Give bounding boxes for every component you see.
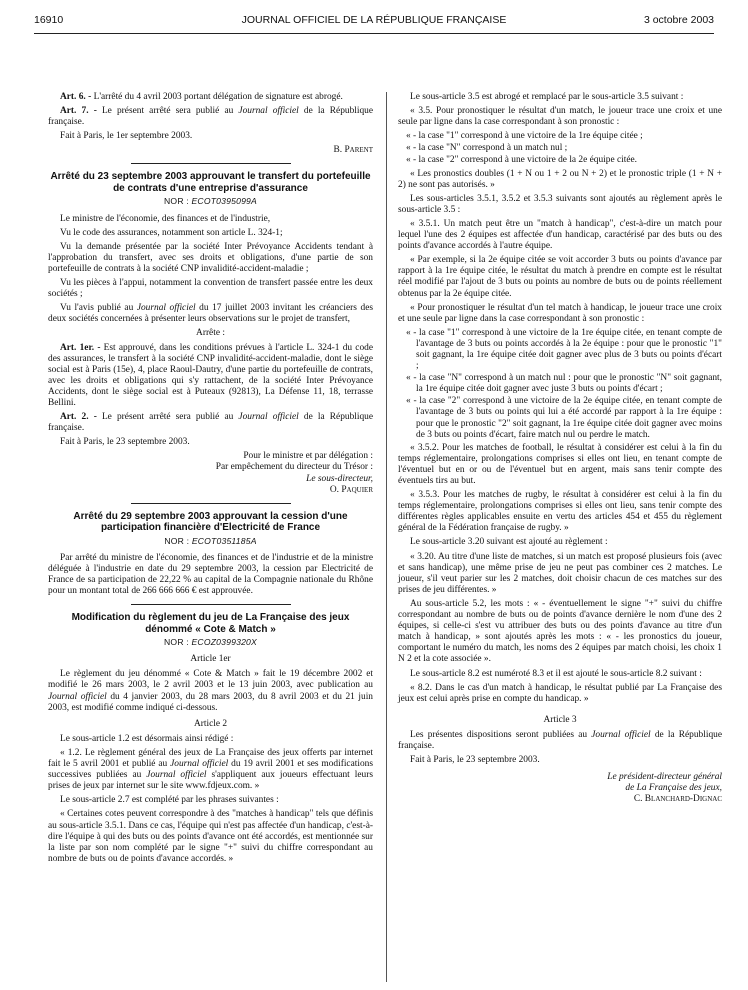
header-rule — [34, 33, 714, 34]
issue-date: 3 octobre 2003 — [643, 14, 714, 26]
title-transfert: Arrêté du 23 septembre 2003 approuvant le transfert du portefeuille de contrats d'une entreprise d'assurance — [50, 171, 371, 194]
para: « 3.5.3. Pour les matches de rugby, le résultat à considérer est celui à la fin du temps réglementaire, prolongations comprises si elles ont lieu, sans tenir compte des différentes règles applicables ensuite en vertu des articles 454 et 455 du règlement général de la Fédération française de rugby. » — [398, 490, 722, 534]
list-item: « - la case "2" correspond à une victoire de la 2e équipe citée. — [406, 155, 637, 166]
para: Le sous-article 1.2 est désormais ainsi rédigé : — [60, 733, 234, 744]
para: Par arrêté du ministre de l'économie, des finances et de l'industrie et de la ministre déléguée à l'industrie en date du 29 septembre 2003, la cession par Electricité de France de sa participation de 22,22 % au capital de la Compagnie nationale du Rhône pour un montant total de 266 666 666 € est approuvée. — [48, 552, 373, 597]
nor-1: NOR : ECOT0395099A — [164, 196, 257, 207]
article-1-heading: Article 1er — [190, 654, 231, 665]
para: « 3.5. Pour pronostiquer le résultat d'un match, le joueur trace une croix et une seule par ligne dans la case correspondant à son pronostic : — [398, 106, 722, 128]
section-separator — [131, 503, 291, 504]
arrete-label: Arrête : — [196, 328, 225, 339]
pronostic-list — [398, 131, 722, 166]
art2: Art. 2. - Le présent arrêté sera publié au Journal officiel de la République française. — [48, 412, 373, 434]
list-item: « - la case "1" correspond à une victoire de la 1re équipe citée, en tenant compte de l'avantage de 3 buts ou points accordés à la 2e équipe : pour que le pronostic "1" soit gagnant, la 1re équipe citée doit gagner avec plus de 3 buts ou points d'écart ; — [406, 327, 722, 372]
fait-3: Fait à Paris, le 23 septembre 2003. — [410, 755, 540, 766]
list-item: « - la case "1" correspond à une victoire de la 1re équipe citée ; — [406, 131, 643, 142]
para: Le ministre de l'économie, des finances et de l'industrie, — [60, 213, 271, 224]
para: Le sous-article 8.2 est numéroté 8.3 et il est ajouté le sous-article 8.2 suivant : — [410, 668, 702, 679]
handicap-list — [398, 328, 722, 441]
para: « Certaines cotes peuvent correspondre à des "matches à handicap" tels que définis au sous-article 3.5.1. Dans ce cas, l'équipe qui n'est pas affectée d'un handicap, c'est-à-dire l'équipe à qui des buts ou des points d'avance ont été accordés, est mentionnée sur la liste par son nom complété par le signe "+" suivi du chiffre correspondant au nombre de buts ou de points d'avance accordés. » — [48, 809, 373, 864]
para: Le sous-article 3.20 suivant est ajouté au règlement : — [410, 537, 608, 548]
nor-3: NOR : ECOZ0399320X — [164, 637, 257, 648]
fait-2: Fait à Paris, le 23 septembre 2003. — [60, 437, 190, 448]
title-cession: Arrêté du 29 septembre 2003 approuvant la cession d'une participation financière d'Electricité de France — [73, 510, 348, 534]
para: Les sous-articles 3.5.1, 3.5.2 et 3.5.3 suivants sont ajoutés au règlement après le sous-article 3.5 : — [398, 193, 722, 215]
para: « Par exemple, si la 2e équipe citée se voit accorder 3 buts ou points d'avance par rapport à la 1re équipe citée, le résultat du match à prendre en compte est le résultat réel modifié par l'ajout de 3 buts ou points au nombre de buts ou de points réellement obtenus par la 2e équipe citée. — [398, 255, 722, 299]
list-item: « - la case "N" correspond à un match nul ; — [406, 143, 568, 154]
para: Le sous-article 3.5 est abrogé et remplacé par le sous-article 3.5 suivant : — [410, 92, 684, 102]
signature-2: Pour le ministre et par délégation : Par empêchement du directeur du Trésor : Le sous-directeur, O. Paquier — [215, 451, 373, 495]
para: Au sous-article 5.2, les mots : « - éventuellement le signe "+" suivi du chiffre correspondant au nombre de buts ou de points d'avance dernière le nom d'une des 2 équipes, si celle-ci s'est vu attribuer des buts ou des points d'avance au titre d'un match à handicap, » sont ajoutés après les mots : « - les pronostics du joueur, comportant le numéro du match, les noms des 2 équipes par match choisi, les choix 1 N 2 et la cote associée ». — [398, 598, 722, 665]
art6: Art. 6. - L'arrêté du 4 avril 2003 portant délégation de signature est abrogé. — [60, 92, 343, 102]
nor-2: NOR : ECOT0351185A — [164, 535, 257, 546]
column-divider — [386, 92, 387, 982]
article-2-heading: Article 2 — [193, 718, 228, 729]
list-item: « - la case "N" correspond à un match nul : pour que le pronostic "N" soit gagnant, la 1re équipe citée doit gagner avec juste 3 buts ou points d'écart ; — [406, 373, 722, 395]
para: « Pour pronostiquer le résultat d'un tel match à handicap, le joueur trace une croix et une seule par ligne dans la case correspondant à son pronostic : — [398, 302, 722, 324]
para: « 3.5.1. Un match peut être un "match à handicap", c'est-à-dire un match pour lequel l'une des 2 équipes est affectée d'un handicap, caractérisé par des buts ou des points d'avance accordés à l'autre équipe. — [398, 218, 722, 252]
para: « 8.2. Dans le cas d'un match à handicap, le résultat publié par La Française des jeux est celui après prise en compte du handicap. » — [398, 682, 722, 704]
para: Vu les pièces à l'appui, notamment la convention de transfert passée entre les deux sociétés ; — [48, 278, 373, 300]
section-separator — [131, 604, 291, 605]
article-3-heading: Article 3 — [543, 714, 577, 725]
page-header — [34, 14, 714, 30]
para: Vu le code des assurances, notamment son article L. 324-1; — [60, 227, 283, 238]
para: « 1.2. Le règlement général des jeux de La Française des jeux offerts par internet fait le 5 avril 2001 et publié au Journal officiel du 19 avril 2001 et ses modifications successives publiées au Journal officiel s'appliquent aux joueurs effectuant leurs prises de jeux par internet sur le site www.fdjeux.com. » — [48, 747, 373, 792]
journal-title: JOURNAL OFFICIEL DE LA RÉPUBLIQUE FRANÇAISE — [241, 14, 507, 26]
title-reglement: Modification du règlement du jeu de La Française des jeux dénommé « Cote & Match » — [71, 612, 350, 635]
page-number: 16910 — [34, 14, 64, 26]
signature-1: B. Parent — [333, 145, 373, 156]
para: « 3.5.2. Pour les matches de football, le résultat à considérer est celui à la fin du temps réglementaire, prolongations comprises si elles ont lieu, en tenant compte de l'éventuel but en or ou de l'éventuel but en argent, mais sans tenir compte des éventuels tirs au but. — [398, 442, 722, 486]
art7: Art. 7. - Le présent arrêté sera publié au Journal officiel de la République française. — [48, 106, 373, 128]
section-separator — [131, 163, 291, 164]
para: « Les pronostics doubles (1 + N ou 1 + 2 ou N + 2) et le pronostic triple (1 + N + 2) ne sont pas autorisés. » — [398, 168, 722, 190]
list-item: « - la case "2" correspond à une victoire de la 2e équipe citée, en tenant compte de l'avantage de 3 buts ou points qui lui a été accordé par rapport à la 1re équipe : pour que le pronostic "2" soit gagnant, la 1re équipe citée doit gagner avec moins de 3 buts ou points d'écart, faire match nul ou perdre le match. — [406, 396, 722, 440]
para: Le sous-article 2.7 est complété par les phrases suivantes : — [60, 795, 279, 806]
signature-3: Le président-directeur général de La Française des jeux, C. Blanchard-Dignac — [607, 772, 722, 805]
art1: Art. 1er. - Est approuvé, dans les conditions prévues à l'article L. 324-1 du code des assurances, le transfert à la société CNP invalidité-accident-maladie, dont le siège social est à Paris (15e), 4, place Raoul-Dautry, d'une partie du portefeuille de contrats, avec les droits et obligations qui s'y rattachent, de la société Inter Prévoyance Accidents, dont le siège social est à Puteaux (92813), La Défense 11, 18, terrasse Bellini. — [48, 342, 373, 408]
left-column — [48, 92, 373, 868]
para: Le règlement du jeu dénommé « Cote & Match » fait le 19 décembre 2002 et modifié le 26 mars 2003, le 2 avril 2003 et le 13 juin 2003, avec publication au Journal officiel du 4 janvier 2003, du 28 mars 2003, du 8 avril 2003 et du 21 juin 2003, est modifié comme indiqué ci-dessous. — [48, 669, 373, 713]
fait-1: Fait à Paris, le 1er septembre 2003. — [60, 131, 193, 142]
para: « 3.20. Au titre d'une liste de matches, si un match est proposé plusieurs fois (avec et sans handicap), une même prise de jeu ne peut pas combiner ces 2 matches. Le joueur, s'il veut parier sur les 2 matches, doit choisir chacun de ces matches sur des prises de jeu différentes. » — [398, 551, 722, 595]
para: Vu la demande présentée par la société Inter Prévoyance Accidents tendant à l'approbation du transfert, avec ses droits et obligations, d'une partie de son portefeuille de contrats à la société CNP invalidité-accident-maladie ; — [48, 241, 373, 274]
para: Les présentes dispositions seront publiées au Journal officiel de la République française. — [398, 729, 722, 751]
right-column — [398, 92, 722, 809]
para: Vu l'avis publié au Journal officiel du 17 juillet 2003 invitant les créanciers des deux sociétés concernées à présenter leurs observations sur le projet de transfert, — [48, 303, 373, 325]
